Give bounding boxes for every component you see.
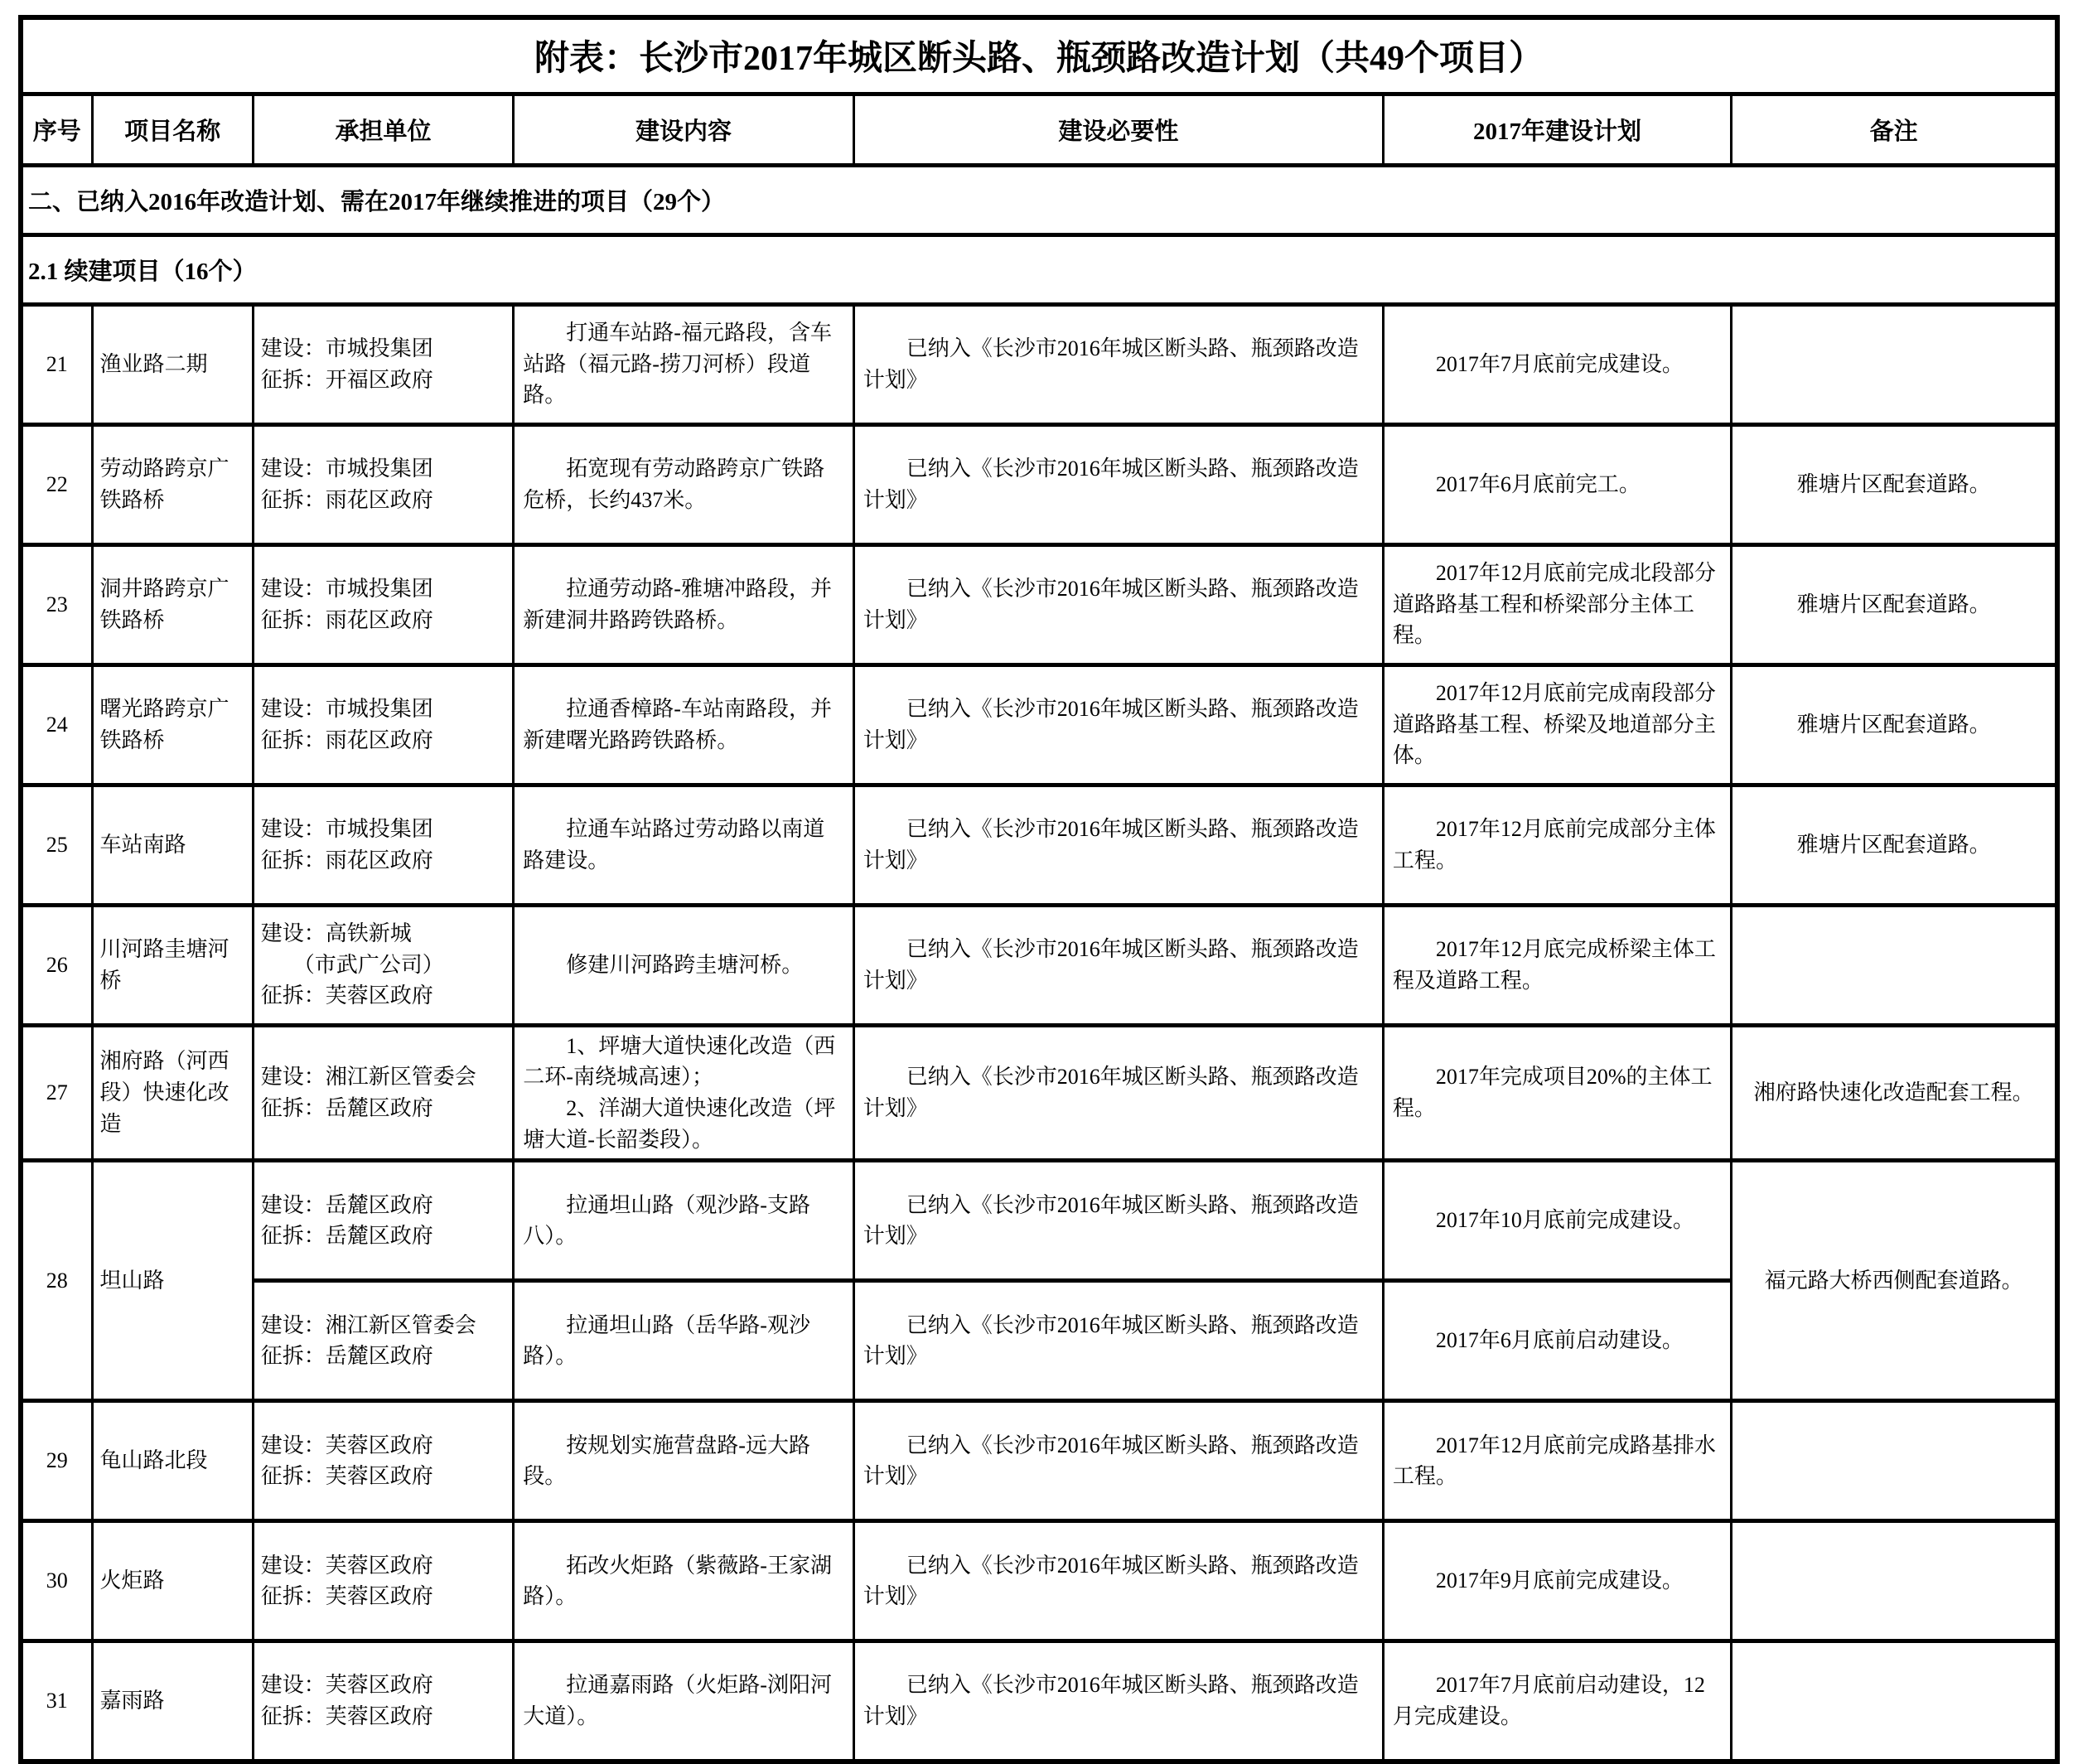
column-header-remark: 备注	[1732, 94, 2057, 165]
unit-line: 建设：湘江新区管委会	[260, 1065, 476, 1090]
column-header-project-name: 项目名称	[92, 94, 253, 165]
plan-cell	[1383, 1281, 1731, 1401]
row-number-cell: 30	[21, 1521, 92, 1641]
necessity-cell	[853, 905, 1383, 1025]
content-cell	[514, 1025, 853, 1161]
document-title: 附表：长沙市2017年城区断头路、瓶颈路改造计划（共49个项目）	[21, 17, 2057, 94]
plan-cell	[1383, 1641, 1731, 1762]
plan-cell	[1383, 544, 1731, 665]
unit-cell	[253, 665, 514, 785]
row-number-cell: 21	[21, 304, 92, 424]
unit-cell	[253, 1025, 514, 1161]
content-cell	[514, 304, 853, 424]
content-cell	[514, 1521, 853, 1641]
necessity-cell	[853, 1641, 1383, 1762]
necessity-cell	[853, 304, 1383, 424]
plan-paragraph: 2017年12月底前完成南段部分道路路基工程、桥梁及地道部分主体。	[1392, 680, 1716, 768]
unit-line: 征拆：芙蓉区政府	[260, 1704, 433, 1728]
unit-line: 征拆：芙蓉区政府	[260, 1464, 433, 1489]
content-paragraph: 拉通车站路过劳动路以南道路建设。	[523, 816, 825, 872]
necessity-paragraph: 已纳入《长沙市2016年城区断头路、瓶颈路改造计划》	[863, 1192, 1359, 1249]
remark-cell	[1732, 905, 2057, 1025]
column-header-no: 序号	[21, 94, 92, 165]
necessity-paragraph: 已纳入《长沙市2016年城区断头路、瓶颈路改造计划》	[863, 696, 1359, 752]
unit-cell	[253, 905, 514, 1025]
unit-line: 征拆：开福区政府	[260, 367, 433, 392]
column-header-necessity: 建设必要性	[853, 94, 1383, 165]
necessity-paragraph: 已纳入《长沙市2016年城区断头路、瓶颈路改造计划》	[863, 1433, 1359, 1489]
unit-cell	[253, 1281, 514, 1401]
row-number-cell: 23	[21, 544, 92, 665]
content-cell	[514, 665, 853, 785]
plan-paragraph: 2017年6月底前启动建设。	[1435, 1328, 1684, 1353]
unit-cell	[253, 304, 514, 424]
unit-line: 建设：市城投集团	[260, 576, 433, 601]
content-cell	[514, 424, 853, 544]
table-row	[21, 1401, 2057, 1521]
unit-line: 建设：市城投集团	[260, 816, 433, 841]
projects-table	[18, 15, 2060, 1764]
row-number-cell: 24	[21, 665, 92, 785]
column-header-unit: 承担单位	[253, 94, 514, 165]
project-name-cell: 嘉雨路	[92, 1641, 253, 1762]
necessity-paragraph: 已纳入《长沙市2016年城区断头路、瓶颈路改造计划》	[863, 576, 1359, 632]
unit-line: 建设：芙蓉区政府	[260, 1553, 433, 1578]
section-row-continued-projects	[21, 165, 2057, 234]
necessity-paragraph: 已纳入《长沙市2016年城区断头路、瓶颈路改造计划》	[863, 336, 1359, 392]
remark-cell: 雅塘片区配套道路。	[1732, 785, 2057, 905]
plan-cell	[1383, 1521, 1731, 1641]
remark-cell: 雅塘片区配套道路。	[1732, 665, 2057, 785]
remark-cell	[1732, 1641, 2057, 1762]
unit-cell	[253, 1641, 514, 1762]
row-number-cell: 22	[21, 424, 92, 544]
necessity-cell	[853, 544, 1383, 665]
unit-cell	[253, 424, 514, 544]
table-row	[21, 785, 2057, 905]
necessity-paragraph: 已纳入《长沙市2016年城区断头路、瓶颈路改造计划》	[863, 816, 1359, 872]
content-paragraph: 拉通香樟路-车站南路段，并新建曙光路跨铁路桥。	[523, 696, 832, 752]
content-paragraph: 拓宽现有劳动路跨京广铁路危桥，长约437米。	[523, 456, 825, 512]
necessity-paragraph: 已纳入《长沙市2016年城区断头路、瓶颈路改造计划》	[863, 1065, 1359, 1120]
content-paragraph: 1、坪塘大道快速化改造（西二环-南绕城高速）；	[523, 1033, 836, 1090]
necessity-cell	[853, 785, 1383, 905]
project-name-cell: 坦山路	[92, 1161, 253, 1401]
necessity-paragraph: 已纳入《长沙市2016年城区断头路、瓶颈路改造计划》	[863, 1312, 1359, 1369]
project-name-cell: 曙光路跨京广铁路桥	[92, 665, 253, 785]
plan-paragraph: 2017年完成项目20%的主体工程。	[1392, 1065, 1713, 1120]
plan-cell	[1383, 665, 1731, 785]
content-paragraph: 打通车站路-福元路段，含车站路（福元路-捞刀河桥）段道路。	[523, 320, 832, 408]
content-paragraph: 按规划实施营盘路-远大路段。	[523, 1433, 810, 1489]
table-row	[21, 1641, 2057, 1762]
plan-paragraph: 2017年7月底前启动建设，12月完成建设。	[1392, 1673, 1705, 1728]
content-cell	[514, 785, 853, 905]
necessity-cell	[853, 424, 1383, 544]
remark-cell: 福元路大桥西侧配套道路。	[1732, 1161, 2057, 1401]
plan-cell	[1383, 785, 1731, 905]
section-heading: 二、已纳入2016年改造计划、需在2017年继续推进的项目（29个）	[21, 165, 2057, 234]
unit-cell	[253, 1161, 514, 1281]
table-row	[21, 424, 2057, 544]
unit-line: 征拆：岳麓区政府	[260, 1344, 433, 1369]
content-cell	[514, 1281, 853, 1401]
table-row	[21, 544, 2057, 665]
necessity-cell	[853, 1025, 1383, 1161]
plan-paragraph: 2017年10月底前完成建设。	[1435, 1208, 1694, 1233]
necessity-paragraph: 已纳入《长沙市2016年城区断头路、瓶颈路改造计划》	[863, 456, 1359, 512]
remark-cell: 湘府路快速化改造配套工程。	[1732, 1025, 2057, 1161]
table-row	[21, 1025, 2057, 1161]
content-paragraph: 拉通坦山路（观沙路-支路八）。	[523, 1192, 810, 1249]
row-number-cell: 27	[21, 1025, 92, 1161]
project-name-cell: 洞井路跨京广铁路桥	[92, 544, 253, 665]
project-name-cell: 川河路圭塘河桥	[92, 905, 253, 1025]
unit-line: 建设：芙蓉区政府	[260, 1433, 433, 1457]
row-number-cell: 25	[21, 785, 92, 905]
unit-line: 建设：湘江新区管委会	[260, 1312, 476, 1337]
plan-paragraph: 2017年12月底完成桥梁主体工程及道路工程。	[1392, 936, 1716, 993]
unit-cell	[253, 1401, 514, 1521]
content-paragraph: 修建川河路跨圭塘河桥。	[566, 952, 804, 977]
unit-line: 征拆：雨花区政府	[260, 727, 433, 752]
remark-cell	[1732, 304, 2057, 424]
unit-line: 征拆：岳麓区政府	[260, 1224, 433, 1249]
plan-cell	[1383, 304, 1731, 424]
row-number-cell: 31	[21, 1641, 92, 1762]
table-row	[21, 665, 2057, 785]
unit-line: 征拆：芙蓉区政府	[260, 983, 433, 1008]
unit-line: 征拆：岳麓区政府	[260, 1095, 433, 1120]
content-paragraph: 拓改火炬路（紫薇路-王家湖路）。	[523, 1553, 832, 1609]
necessity-paragraph: 已纳入《长沙市2016年城区断头路、瓶颈路改造计划》	[863, 936, 1359, 993]
unit-line: （市武广公司）	[260, 952, 444, 977]
content-cell	[514, 1161, 853, 1281]
project-name-cell: 火炬路	[92, 1521, 253, 1641]
unit-line: 建设：市城投集团	[260, 696, 433, 721]
plan-cell	[1383, 1161, 1731, 1281]
plan-cell	[1383, 1025, 1731, 1161]
column-header-content: 建设内容	[514, 94, 853, 165]
remark-cell	[1732, 1521, 2057, 1641]
necessity-cell	[853, 1281, 1383, 1401]
unit-line: 建设：高铁新城	[260, 921, 412, 945]
section-row-renewal-projects	[21, 234, 2057, 304]
column-header-plan: 2017年建设计划	[1383, 94, 1731, 165]
header-row	[21, 94, 2057, 165]
plan-cell	[1383, 424, 1731, 544]
necessity-cell	[853, 1521, 1383, 1641]
table-row	[21, 1521, 2057, 1641]
unit-line: 建设：岳麓区政府	[260, 1192, 433, 1217]
necessity-cell	[853, 665, 1383, 785]
unit-line: 建设：芙蓉区政府	[260, 1673, 433, 1698]
remark-cell: 雅塘片区配套道路。	[1732, 424, 2057, 544]
row-number-cell: 26	[21, 905, 92, 1025]
necessity-paragraph: 已纳入《长沙市2016年城区断头路、瓶颈路改造计划》	[863, 1553, 1359, 1609]
unit-line: 征拆：雨花区政府	[260, 607, 433, 632]
content-cell	[514, 1401, 853, 1521]
plan-cell	[1383, 1401, 1731, 1521]
section-heading: 2.1 续建项目（16个）	[21, 234, 2057, 304]
unit-cell	[253, 1521, 514, 1641]
content-cell	[514, 544, 853, 665]
unit-line: 建设：市城投集团	[260, 336, 433, 360]
table-row	[21, 304, 2057, 424]
unit-line: 建设：市城投集团	[260, 456, 433, 481]
unit-line: 征拆：雨花区政府	[260, 848, 433, 872]
content-paragraph: 拉通劳动路-雅塘冲路段，并新建洞井路跨铁路桥。	[523, 576, 832, 632]
project-name-cell: 龟山路北段	[92, 1401, 253, 1521]
remark-cell	[1732, 1401, 2057, 1521]
project-name-cell: 车站南路	[92, 785, 253, 905]
project-name-cell: 渔业路二期	[92, 304, 253, 424]
content-paragraph: 拉通坦山路（岳华路-观沙路）。	[523, 1312, 810, 1369]
content-paragraph: 拉通嘉雨路（火炬路-浏阳河大道）。	[523, 1673, 832, 1728]
table-body	[21, 17, 2057, 1762]
remark-cell: 雅塘片区配套道路。	[1732, 544, 2057, 665]
necessity-cell	[853, 1401, 1383, 1521]
project-name-cell: 湘府路（河西段）快速化改造	[92, 1025, 253, 1161]
title-row	[21, 17, 2057, 94]
unit-cell	[253, 785, 514, 905]
plan-paragraph: 2017年9月底前完成建设。	[1435, 1568, 1684, 1593]
unit-line: 征拆：芙蓉区政府	[260, 1584, 433, 1609]
row-number-cell: 29	[21, 1401, 92, 1521]
necessity-cell	[853, 1161, 1383, 1281]
plan-paragraph: 2017年7月底前完成建设。	[1435, 351, 1684, 376]
table-row	[21, 1161, 2057, 1281]
necessity-paragraph: 已纳入《长沙市2016年城区断头路、瓶颈路改造计划》	[863, 1673, 1359, 1728]
content-paragraph: 2、洋湖大道快速化改造（坪塘大道-长韶娄段）。	[523, 1095, 836, 1152]
unit-line: 征拆：雨花区政府	[260, 487, 433, 512]
unit-cell	[253, 544, 514, 665]
project-name-cell: 劳动路跨京广铁路桥	[92, 424, 253, 544]
plan-paragraph: 2017年6月底前完工。	[1435, 471, 1641, 496]
table-row	[21, 905, 2057, 1025]
plan-paragraph: 2017年12月底前完成路基排水工程。	[1392, 1433, 1716, 1489]
plan-paragraph: 2017年12月底前完成北段部分道路路基工程和桥梁部分主体工程。	[1392, 560, 1716, 648]
content-cell	[514, 1641, 853, 1762]
content-cell	[514, 905, 853, 1025]
plan-paragraph: 2017年12月底前完成部分主体工程。	[1392, 816, 1716, 872]
plan-cell	[1383, 905, 1731, 1025]
row-number-cell: 28	[21, 1161, 92, 1401]
